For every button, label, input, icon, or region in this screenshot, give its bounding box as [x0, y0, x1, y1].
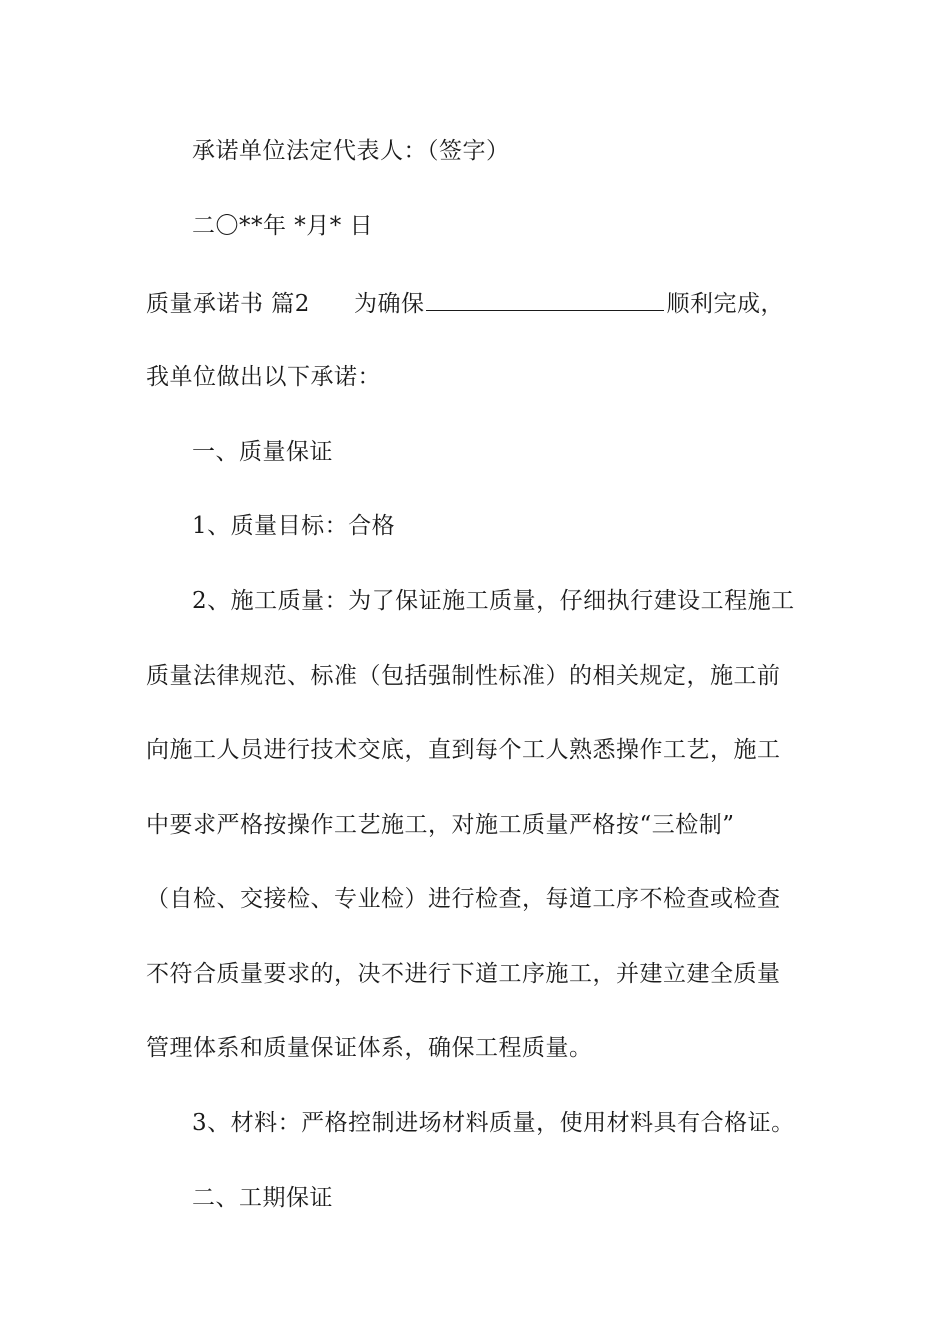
intro-suffix: 顺利完成，	[666, 291, 784, 317]
project-name-blank	[426, 288, 664, 311]
date-line: 二〇**年 *月* 日	[192, 213, 374, 239]
item-construction-quality-line-5: （自检、交接检、专业检）进行检查，每道工序不检查或检查	[146, 886, 781, 912]
item-construction-quality-line-1: 2、施工质量：为了保证施工质量，仔细执行建设工程施工	[192, 588, 795, 614]
item-construction-quality-line-3: 向施工人员进行技术交底，直到每个工人熟悉操作工艺，施工	[146, 737, 781, 763]
item-construction-quality-line-2: 质量法律规范、标准（包括强制性标准）的相关规定，施工前	[146, 663, 781, 689]
section-intro-line	[146, 288, 836, 319]
intro-prefix: 为确保	[353, 291, 425, 317]
item-quality-target: 1、质量目标：合格	[192, 513, 396, 539]
heading-quality-guarantee: 一、质量保证	[192, 439, 333, 465]
item-construction-quality-line-6: 不符合质量要求的，决不进行下道工序施工，并建立建全质量	[146, 961, 781, 987]
intro-line-2: 我单位做出以下承诺：	[146, 364, 381, 390]
heading-schedule-guarantee: 二、工期保证	[192, 1185, 333, 1211]
item-materials: 3、材料：严格控制进场材料质量，使用材料具有合格证。	[192, 1110, 795, 1136]
signature-line: 承诺单位法定代表人：（签字）	[192, 138, 510, 164]
item-construction-quality-line-7: 管理体系和质量保证体系，确保工程质量。	[146, 1035, 593, 1061]
section-title: 质量承诺书 篇2	[146, 291, 310, 317]
item-construction-quality-line-4: 中要求严格按操作工艺施工，对施工质量严格按“三检制”	[146, 812, 735, 838]
